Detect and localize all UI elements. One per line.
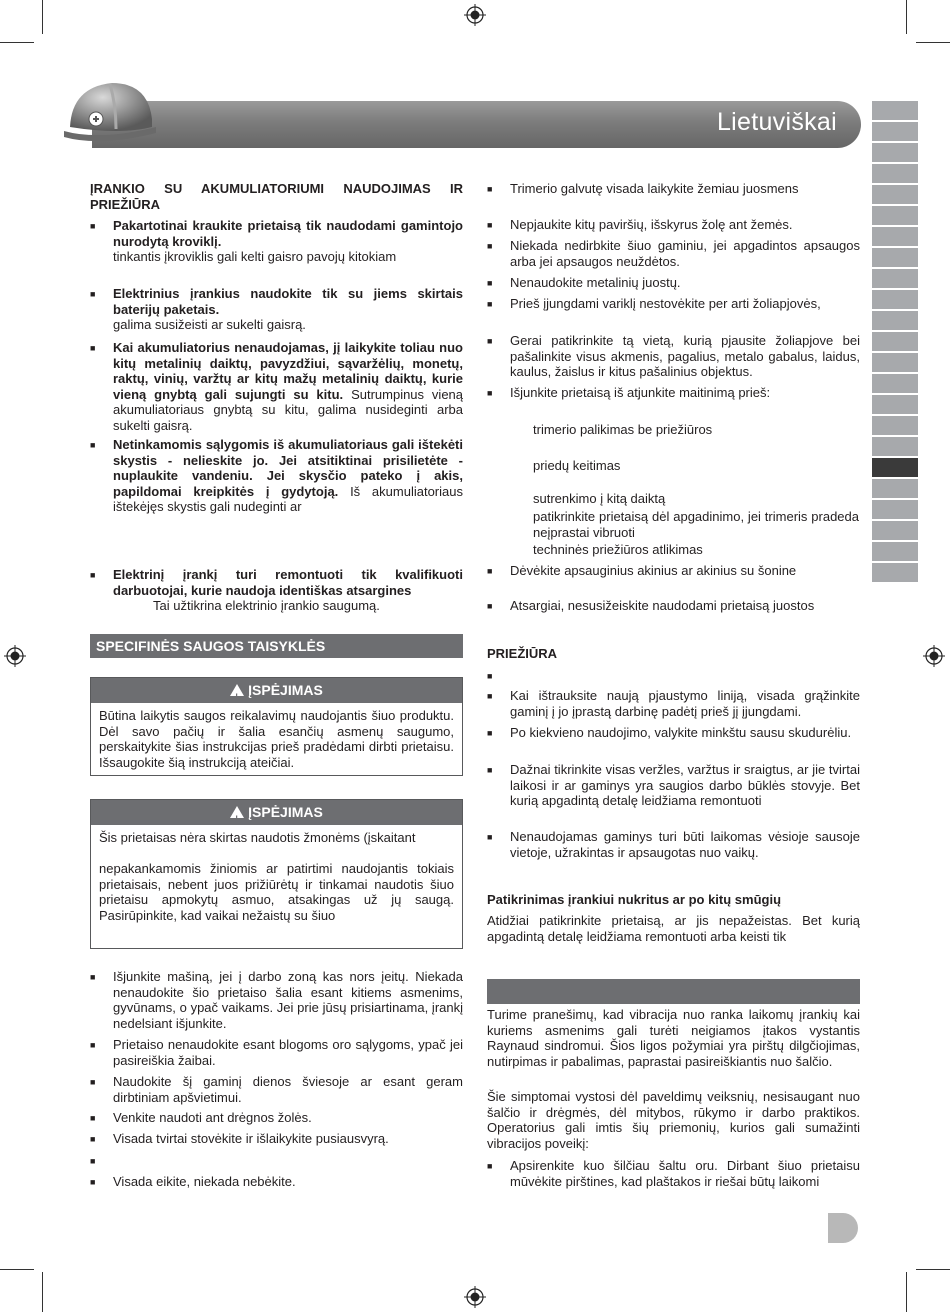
bullet-icon: ■ xyxy=(90,570,96,580)
language-tab xyxy=(872,311,918,332)
bullet-icon: ■ xyxy=(487,278,493,288)
crop-mark xyxy=(906,1272,907,1312)
warning-text xyxy=(91,825,462,923)
sub-list-item: techninės priežiūros atlikimas xyxy=(533,542,703,557)
warning-title: ĮSPĖJIMAS xyxy=(248,682,323,698)
language-tab xyxy=(872,143,918,164)
list-item: Visada tvirtai stovėkite ir išlaikykite pusiausvyrą. xyxy=(113,1131,389,1146)
language-tab xyxy=(872,332,918,353)
list-item-bold: Netinkamomis sąlygomis iš akumuliatoriaus gali ištekėti skystis - nelieskite jo. Jei atsitiktinai prisilietėte - nuplaukite vandeniu. Jei skysčio pateko į akis, papildomai kreipkitės į gydytoją. xyxy=(113,437,463,499)
list-item xyxy=(113,286,463,333)
registration-mark-icon xyxy=(464,1286,486,1308)
bullet-icon: ■ xyxy=(90,1156,96,1166)
list-item: Visada eikite, niekada nebėkite. xyxy=(113,1174,296,1189)
list-item: Atsargiai, nesusižeiskite naudodami prietaisą juostos xyxy=(510,598,815,613)
list-item xyxy=(113,567,463,614)
crop-mark xyxy=(906,0,907,34)
warning-header xyxy=(91,800,462,825)
safety-helmet-icon xyxy=(60,75,160,150)
sub-list-item: sutrenkimo į kitą daiktą xyxy=(533,491,666,506)
language-tab xyxy=(872,248,918,269)
bullet-icon: ■ xyxy=(487,691,493,701)
list-item: Dėvėkite apsauginius akinius ar akinius su šonine xyxy=(510,563,797,578)
list-item-bold: Kai akumuliatorius nenaudojamas, jį laikykite toliau nuo kitų metalinių daiktų, pavyzdžiui, sąvaržėlių, monetų, raktų, vinių, varžtų ar kitų mažų metalinių daiktų, kurie vieną gnybtą gali sujungti su kitu. xyxy=(113,340,463,402)
bullet-icon: ■ xyxy=(90,343,96,353)
check-heading: Patikrinimas įrankiui nukritus ar po kitų smūgių xyxy=(487,892,782,907)
language-tab xyxy=(872,437,918,458)
registration-mark-icon xyxy=(923,645,945,667)
list-item: Išjunkite mašiną, jei į darbo zoną kas nors įeitų. Niekada nenaudokite šio prietaiso šalia esant kitiems asmenims, gyvūnams, o ypač vaikams. Jei prie jūsų prisiartinama, įrankį nedelsiant išjunkite. xyxy=(113,969,463,1031)
list-item-text: galima susižeisti ar sukelti gaisrą. xyxy=(113,317,306,332)
language-tab xyxy=(872,458,918,479)
bullet-icon: ■ xyxy=(487,388,493,398)
list-item: Trimerio galvutę visada laikykite žemiau juosmens xyxy=(510,181,799,196)
vibration-bullet: Apsirenkite kuo šilčiau šaltu oru. Dirbant šiuo prietaisu mūvėkite pirštines, kad plaštakos ir riešai būtų laikomi xyxy=(510,1158,860,1189)
list-item-text: tinkantis įkroviklis gali kelti gaisro pavojų kitokiam xyxy=(113,249,397,264)
warning-text-line: Šis prietaisas nėra skirtas naudotis žmonėms (įskaitant xyxy=(99,830,416,845)
sub-list-item: patikrinkite prietaisą dėl apgadinimo, jei trimeris pradeda neįprastai vibruoti xyxy=(533,509,859,540)
language-tab xyxy=(872,563,918,584)
warning-box xyxy=(90,799,463,949)
crop-mark xyxy=(42,0,43,34)
language-tab xyxy=(872,101,918,122)
language-tab xyxy=(872,185,918,206)
bullet-icon: ■ xyxy=(90,440,96,450)
crop-mark xyxy=(0,42,34,43)
language-tab xyxy=(872,227,918,248)
language-tab xyxy=(872,290,918,311)
language-tab xyxy=(872,500,918,521)
list-item: Po kiekvieno naudojimo, valykite minkštu sausu skudurėliu. xyxy=(510,725,852,740)
bullet-icon: ■ xyxy=(90,972,96,982)
list-item: Naudokite šį gaminį dienos šviesoje ar esant geram dirbtiniam apšvietimui. xyxy=(113,1074,463,1105)
maintenance-heading: PRIEŽIŪRA xyxy=(487,646,558,661)
bullet-icon: ■ xyxy=(487,241,493,251)
bullet-icon: ■ xyxy=(90,1177,96,1187)
list-item xyxy=(113,340,463,433)
language-tab xyxy=(872,395,918,416)
list-item: Nepjaukite kitų paviršių, išskyrus žolę ant žemės. xyxy=(510,217,793,232)
list-item: Nenaudokite metalinių juostų. xyxy=(510,275,681,290)
crop-mark xyxy=(916,42,950,43)
bullet-icon: ■ xyxy=(487,728,493,738)
list-item-bold: Elektrinius įrankius naudokite tik su jiems skirtais baterijų paketais. xyxy=(113,286,463,317)
bullet-icon: ■ xyxy=(90,1113,96,1123)
bullet-icon: ■ xyxy=(487,220,493,230)
warning-triangle-icon xyxy=(230,684,244,696)
list-item-text: Sutrumpinus vieną akumuliatoriaus gnybtą su kitu, galima nusideginti arba sukelti gaisrą. xyxy=(113,386,464,433)
bullet-icon: ■ xyxy=(487,184,493,194)
page-number-marker xyxy=(828,1213,858,1243)
bullet-icon: ■ xyxy=(487,1161,493,1171)
list-item: Nenaudojamas gaminys turi būti laikomas vėsioje sausoje vietoje, užrakintas ir apsaugotas nuo vaikų. xyxy=(510,829,860,860)
bullet-icon: ■ xyxy=(487,765,493,775)
language-tab xyxy=(872,374,918,395)
warning-box xyxy=(90,677,463,776)
language-tab xyxy=(872,521,918,542)
list-item: Kai ištrauksite naują pjaustymo liniją, visada grąžinkite gaminį į jo įprastą darbinę padėtį prieš jį įjungdami. xyxy=(510,688,860,719)
vibration-paragraph: Šie simptomai vystosi dėl paveldimų veiksnių, nesisaugant nuo šalčio ir drėgmės, dėl mitybos, rūkymo ir darbo praktikos. Operatorius gali imtis šių priemonių, kurios gali sumažinti vibracijos poveikį: xyxy=(487,1089,860,1151)
crop-mark xyxy=(916,1269,950,1270)
crop-mark xyxy=(42,1272,43,1312)
bullet-icon: ■ xyxy=(487,566,493,576)
warning-text: Būtina laikytis saugos reikalavimų naudojantis šiuo produktu. Dėl savo pačių ir šalia esančių asmenų saugumo, perskaitykite šias instrukcijas prieš pradėdami dirbti prietaisu. Išsaugokite šią instrukciją ateičiai. xyxy=(99,708,454,770)
sub-list-item: trimerio palikimas be priežiūros xyxy=(533,422,713,437)
bullet-icon: ■ xyxy=(487,336,493,346)
language-tab xyxy=(872,164,918,185)
header-banner xyxy=(92,101,861,148)
language-tab xyxy=(872,542,918,563)
warning-text-para: nepakankamomis žiniomis ar patirtimi naudojantis tokiais prietaisais, nebent juos prižiūrėtų ir tinkamai naudotis šiuo prietaisu apmokytų asmuo, atsakingas už jų saugą. Pasirūpinkite, kad vaikai nežaistų su šiuo xyxy=(99,861,454,923)
sub-list-item: priedų keitimas xyxy=(533,458,621,473)
list-item-text: Tai užtikrina elektrinio įrankio saugumą. xyxy=(153,598,380,613)
registration-mark-icon xyxy=(4,645,26,667)
list-item xyxy=(113,437,463,515)
crop-mark xyxy=(0,1269,34,1270)
list-item: Prieš įjungdami variklį nestovėkite per arti žoliapjovės, xyxy=(510,296,821,311)
warning-triangle-icon xyxy=(230,806,244,818)
language-tab xyxy=(872,122,918,143)
language-tab xyxy=(872,353,918,374)
bullet-icon: ■ xyxy=(90,1077,96,1087)
section-title-bar: SPECIFINĖS SAUGOS TAISYKLĖS xyxy=(90,634,463,658)
bullet-icon: ■ xyxy=(487,601,493,611)
check-text: Atidžiai patikrinkite prietaisą, ar jis nepažeistas. Bet kurią apgadintą detalę leidžiama remontuoti arba keisti tik xyxy=(487,913,860,944)
list-item-text: Iš akumuliatoriaus ištekėjęs skystis gali nudeginti ar xyxy=(113,483,463,514)
language-tabs xyxy=(872,101,918,584)
vibration-paragraph: Turime pranešimų, kad vibracija nuo ranka laikomų įrankių kai kuriems asmenims gali turėti neigiamos įtakos vystantis Raynaud sindromui. Šios ligos požymiai yra pirštų dilgčiojimas, nutirpimas ir pabalimas, paprastai pasireiškiantis nuo šalčio. xyxy=(487,1007,860,1069)
list-item-bold: Pakartotinai kraukite prietaisą tik naudodami gamintojo nurodytą kroviklį. xyxy=(113,218,463,249)
warning-header xyxy=(91,678,462,703)
bullet-icon: ■ xyxy=(487,832,493,842)
warning-title: ĮSPĖJIMAS xyxy=(248,804,323,820)
registration-mark-icon xyxy=(464,4,486,26)
list-item: Niekada nedirbkite šiuo gaminiu, jei apgadintos apsaugos arba jei apsaugos neuždėtos. xyxy=(510,238,860,269)
bullet-icon: ■ xyxy=(90,221,96,231)
language-tab xyxy=(872,479,918,500)
bullet-icon: ■ xyxy=(90,1134,96,1144)
language-tab xyxy=(872,269,918,290)
language-title: Lietuviškai xyxy=(716,108,837,136)
list-item: Dažnai tikrinkite visas veržles, varžtus ir sraigtus, ar jie tvirtai laikosi ir ar gaminys yra saugios darbo būklės stovyje. Bet kurią apgadintą detalę leidžiama remontuoti xyxy=(510,762,860,808)
language-tab xyxy=(872,206,918,227)
bullet-icon: ■ xyxy=(487,671,493,681)
bullet-icon: ■ xyxy=(90,1040,96,1050)
list-item: Išjunkite prietaisą iš atjunkite maitinimą prieš: xyxy=(510,385,771,400)
bullet-icon: ■ xyxy=(487,299,493,309)
list-item: Venkite naudoti ant drėgnos žolės. xyxy=(113,1110,312,1125)
list-item xyxy=(113,218,463,265)
list-item-bold: Elektrinį įrankį turi remontuoti tik kvalifikuoti darbuotojai, kurie naudoja identiškas atsargines xyxy=(113,567,463,598)
bullet-icon: ■ xyxy=(90,289,96,299)
vibration-section-bar xyxy=(487,979,860,1004)
battery-tool-heading: ĮRANKIO SU AKUMULIATORIUMI NAUDOJIMAS IR PRIEŽIŪRA xyxy=(90,181,463,212)
list-item: Gerai patikrinkite tą vietą, kurią pjausite žoliapjove bei pašalinkite visus akmenis, pagalius, metalo gabalus, laidus, kaulus, žaislus ir kitus pašalinius objektus. xyxy=(510,333,860,379)
list-item: Prietaiso nenaudokite esant blogoms oro sąlygoms, ypač jei pasireiškia žaibai. xyxy=(113,1037,463,1068)
language-tab xyxy=(872,416,918,437)
